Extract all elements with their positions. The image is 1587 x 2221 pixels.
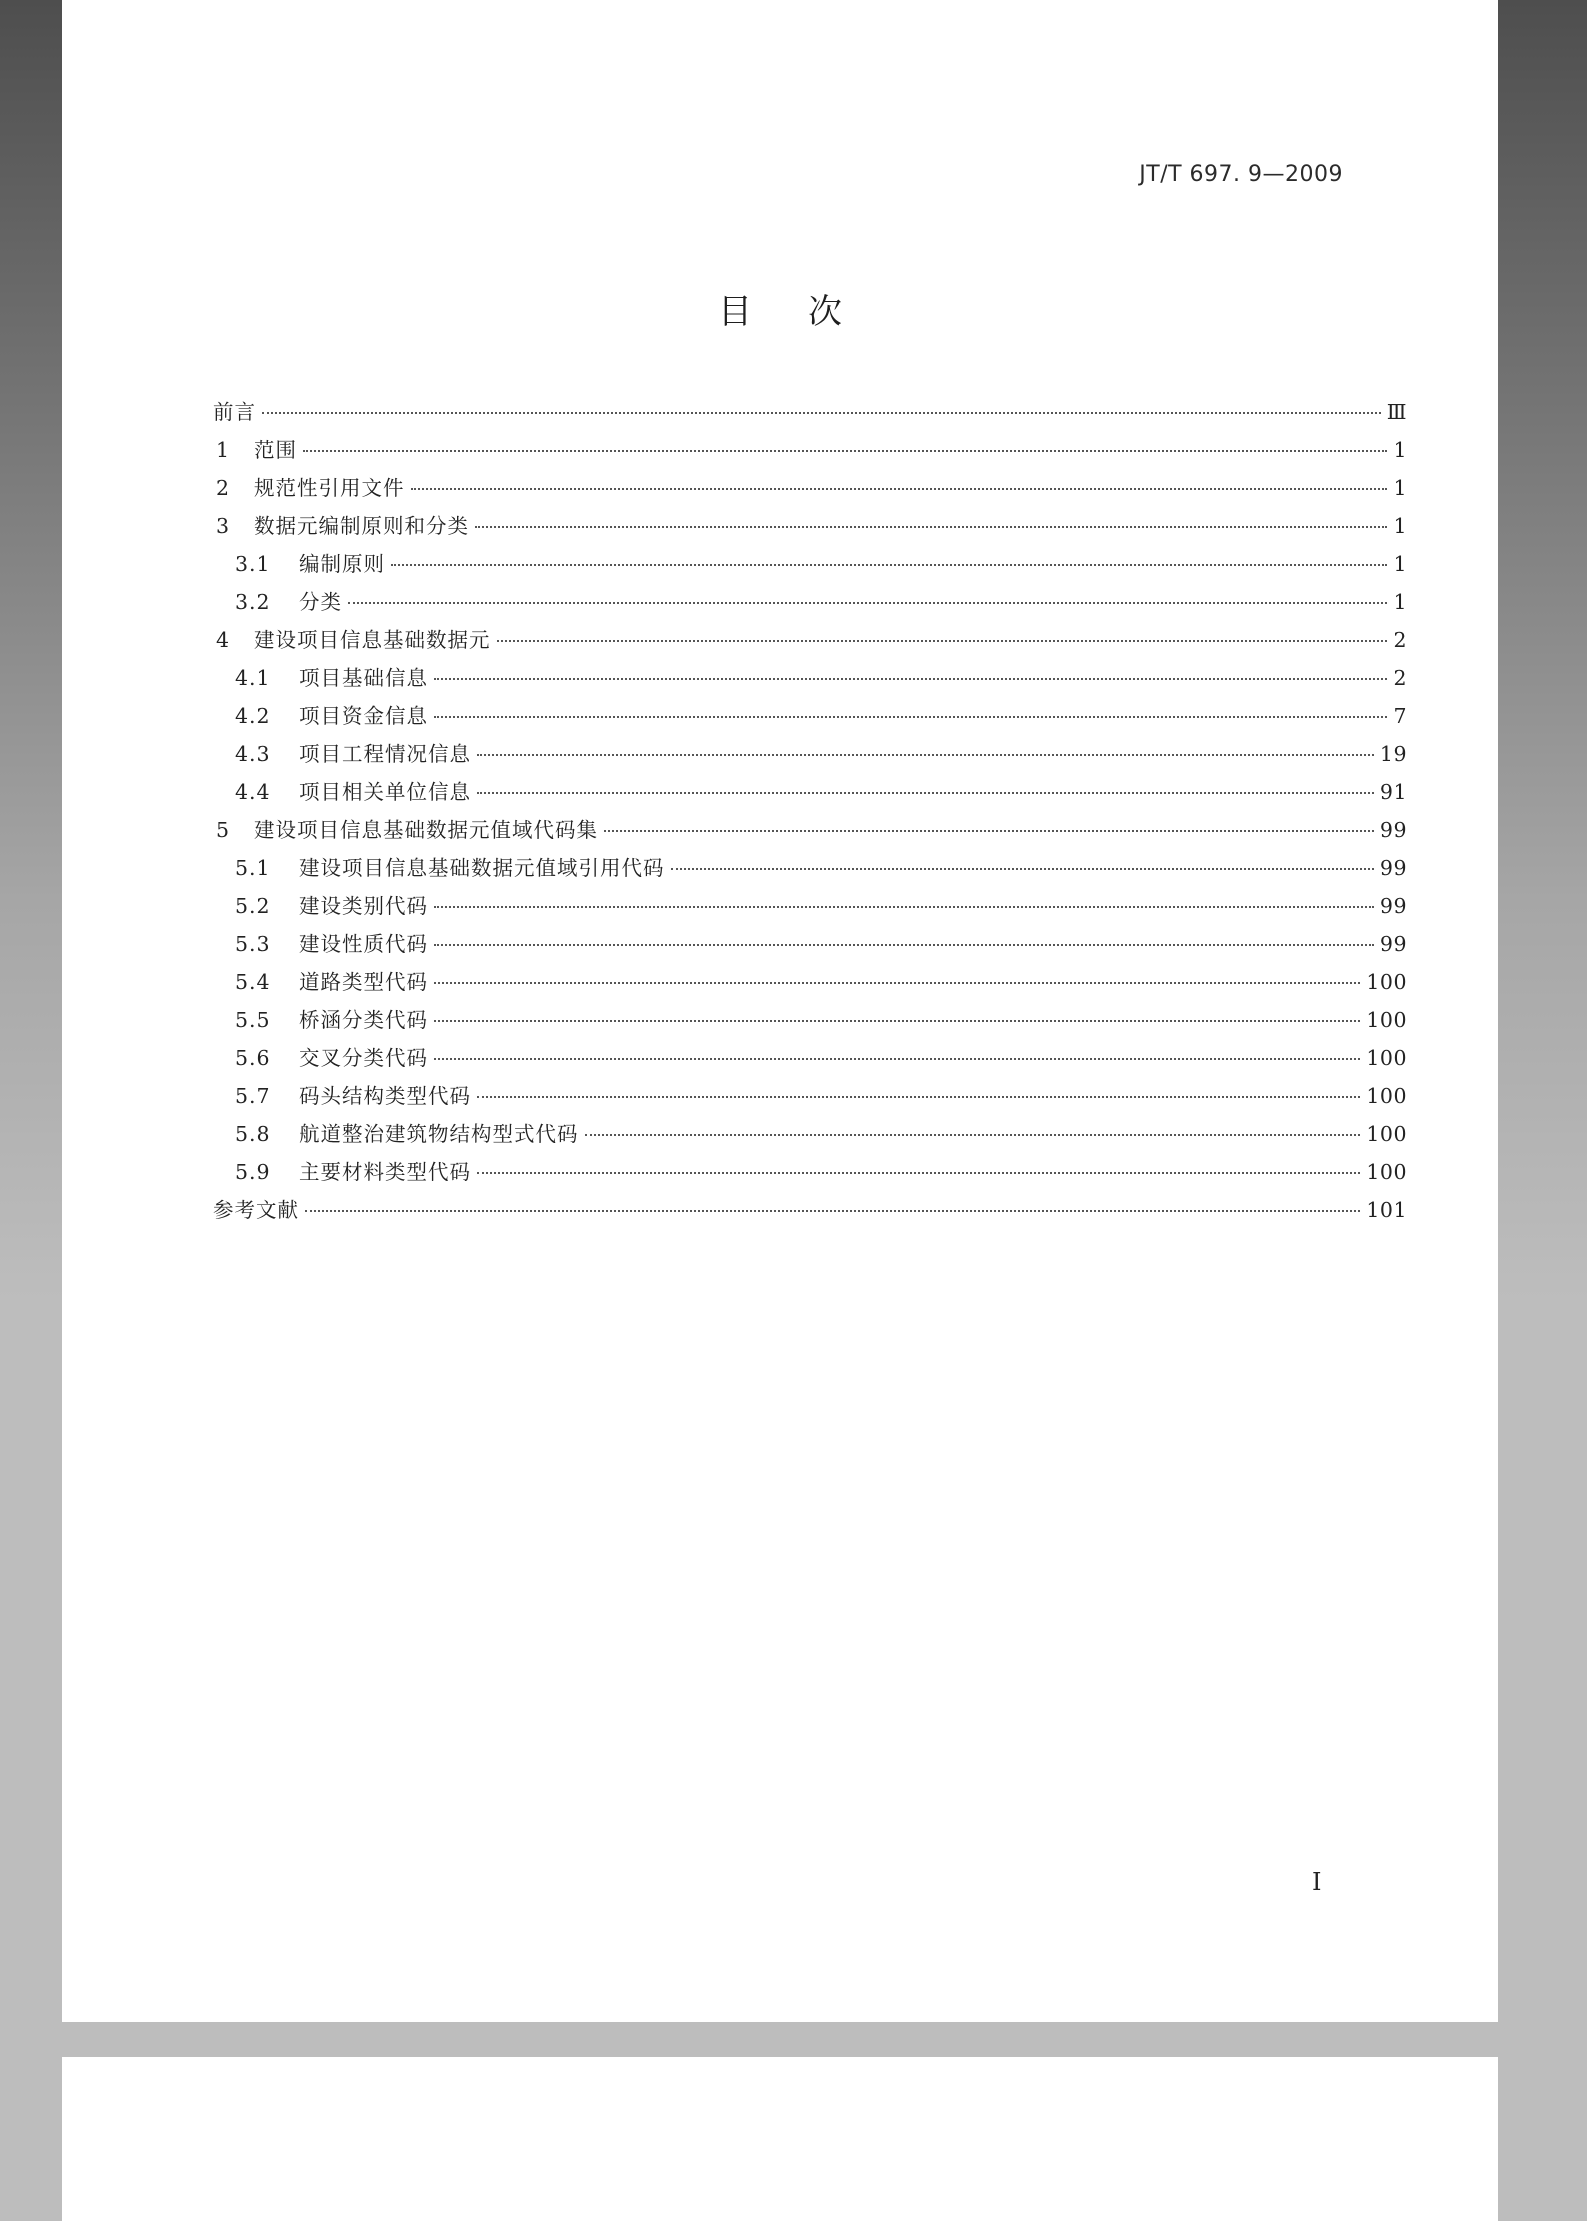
toc-entry: [213, 395, 1407, 433]
toc-entry: [213, 509, 1407, 547]
toc-entry-page: 91: [1379, 780, 1407, 804]
toc-entry-number: 5.8: [235, 1122, 271, 1146]
toc-entry-page: 99: [1379, 932, 1407, 956]
toc-entry: [213, 737, 1407, 775]
toc-dot-leader: [434, 906, 1374, 908]
toc-entry-page: 2: [1393, 628, 1407, 652]
toc-entry-number: 5.5: [235, 1008, 271, 1032]
toc-entry: [213, 851, 1407, 889]
toc-dot-leader: [303, 450, 1387, 452]
toc-entry-page: 100: [1366, 970, 1407, 994]
toc-entry-number: 3.1: [235, 552, 271, 576]
toc-entry-title: 道路类型代码: [299, 970, 428, 994]
toc-entry-title: 建设类别代码: [299, 894, 428, 918]
toc-entry-number: 4.2: [235, 704, 271, 728]
document-page: [62, 0, 1498, 2022]
toc-entry: [213, 1193, 1407, 1231]
toc-entry-page: 100: [1366, 1008, 1407, 1032]
toc-heading-char: 目: [718, 292, 752, 332]
toc-dot-leader: [305, 1210, 1360, 1212]
toc-entry-number: 2: [216, 476, 231, 500]
toc-entry: [213, 813, 1407, 851]
toc-entry-number: 5: [216, 818, 231, 842]
toc-entry: [213, 1079, 1407, 1117]
toc-entry-page: 7: [1393, 704, 1407, 728]
toc-entry-page: 101: [1366, 1198, 1407, 1222]
toc-entry-title: 交叉分类代码: [299, 1046, 428, 1070]
toc-entry-number: 4: [216, 628, 231, 652]
toc-entry-title: 数据元编制原则和分类: [254, 514, 469, 538]
toc-entry-number: 5.4: [235, 970, 271, 994]
next-page: [62, 2057, 1498, 2221]
toc-entry-page: 99: [1379, 856, 1407, 880]
toc-entry-number: 4.1: [235, 666, 271, 690]
toc-entry-number: 4.3: [235, 742, 271, 766]
toc-entry-number: 1: [216, 438, 231, 462]
table-of-contents: [213, 395, 1407, 1231]
toc-entry-number: 5.6: [235, 1046, 271, 1070]
toc-entry-title: 建设项目信息基础数据元值域代码集: [254, 818, 598, 842]
toc-entry: [213, 1003, 1407, 1041]
toc-entry: [213, 623, 1407, 661]
toc-dot-leader: [391, 564, 1387, 566]
toc-entry: [213, 1155, 1407, 1193]
toc-dot-leader: [434, 1058, 1360, 1060]
page-number: I: [1312, 1868, 1322, 1896]
toc-entry-page: 1: [1393, 514, 1407, 538]
toc-dot-leader: [434, 716, 1387, 718]
toc-dot-leader: [671, 868, 1374, 870]
toc-entry: [213, 471, 1407, 509]
toc-entry-title: 项目工程情况信息: [299, 742, 471, 766]
toc-entry: [213, 889, 1407, 927]
toc-entry-page: 1: [1393, 476, 1407, 500]
toc-dot-leader: [434, 944, 1374, 946]
toc-entry-number: 3.2: [235, 590, 271, 614]
toc-entry-title: 项目资金信息: [299, 704, 428, 728]
toc-dot-leader: [434, 1020, 1360, 1022]
toc-entry-title: 码头结构类型代码: [299, 1084, 471, 1108]
toc-heading-char: 次: [808, 292, 842, 332]
toc-entry-page: 99: [1379, 894, 1407, 918]
toc-entry-page: 100: [1366, 1160, 1407, 1184]
toc-entry-title: 桥涵分类代码: [299, 1008, 428, 1032]
toc-entry-title: 项目基础信息: [299, 666, 428, 690]
toc-entry-number: 5.9: [235, 1160, 271, 1184]
toc-dot-leader: [411, 488, 1388, 490]
toc-entry-number: 5.7: [235, 1084, 271, 1108]
toc-entry: [213, 547, 1407, 585]
toc-dot-leader: [434, 982, 1360, 984]
toc-entry: [213, 661, 1407, 699]
toc-entry-number: 5.1: [235, 856, 271, 880]
toc-entry: [213, 699, 1407, 737]
toc-entry-title: 建设项目信息基础数据元值域引用代码: [299, 856, 665, 880]
toc-entry-page: 19: [1379, 742, 1407, 766]
toc-dot-leader: [604, 830, 1374, 832]
toc-entry-page: 2: [1393, 666, 1407, 690]
toc-dot-leader: [434, 678, 1387, 680]
toc-dot-leader: [348, 602, 1387, 604]
toc-entry: [213, 927, 1407, 965]
toc-dot-leader: [497, 640, 1388, 642]
toc-entry-page: 100: [1366, 1046, 1407, 1070]
toc-dot-leader: [477, 1096, 1360, 1098]
toc-entry-page: 100: [1366, 1122, 1407, 1146]
toc-dot-leader: [477, 1172, 1360, 1174]
toc-entry-title: 建设性质代码: [299, 932, 428, 956]
toc-entry-title: 建设项目信息基础数据元: [254, 628, 491, 652]
toc-entry-page: 1: [1393, 438, 1407, 462]
toc-heading: [62, 284, 1498, 333]
toc-dot-leader: [477, 754, 1374, 756]
toc-entry-page: 100: [1366, 1084, 1407, 1108]
standard-code: JT/T 697. 9—2009: [1139, 162, 1343, 187]
toc-entry-number: 4.4: [235, 780, 271, 804]
toc-entry: [213, 433, 1407, 471]
toc-entry-title: 范围: [254, 438, 297, 462]
toc-entry: [213, 965, 1407, 1003]
toc-entry-title: 前言: [213, 400, 256, 424]
toc-entry-page: Ⅲ: [1386, 400, 1407, 424]
toc-entry-page: 99: [1379, 818, 1407, 842]
toc-dot-leader: [585, 1134, 1361, 1136]
toc-entry-number: 5.2: [235, 894, 271, 918]
toc-entry-title: 编制原则: [299, 552, 385, 576]
toc-entry-title: 项目相关单位信息: [299, 780, 471, 804]
toc-entry-title: 规范性引用文件: [254, 476, 405, 500]
toc-entry: [213, 585, 1407, 623]
toc-entry: [213, 1041, 1407, 1079]
toc-entry-title: 主要材料类型代码: [299, 1160, 471, 1184]
toc-entry-title: 分类: [299, 590, 342, 614]
toc-entry-page: 1: [1393, 552, 1407, 576]
toc-entry-number: 3: [216, 514, 231, 538]
toc-dot-leader: [475, 526, 1387, 528]
toc-dot-leader: [262, 412, 1381, 414]
toc-entry: [213, 1117, 1407, 1155]
toc-entry-title: 参考文献: [213, 1198, 299, 1222]
toc-entry-number: 5.3: [235, 932, 271, 956]
toc-entry-title: 航道整治建筑物结构型式代码: [299, 1122, 579, 1146]
toc-entry-page: 1: [1393, 590, 1407, 614]
toc-dot-leader: [477, 792, 1374, 794]
toc-entry: [213, 775, 1407, 813]
